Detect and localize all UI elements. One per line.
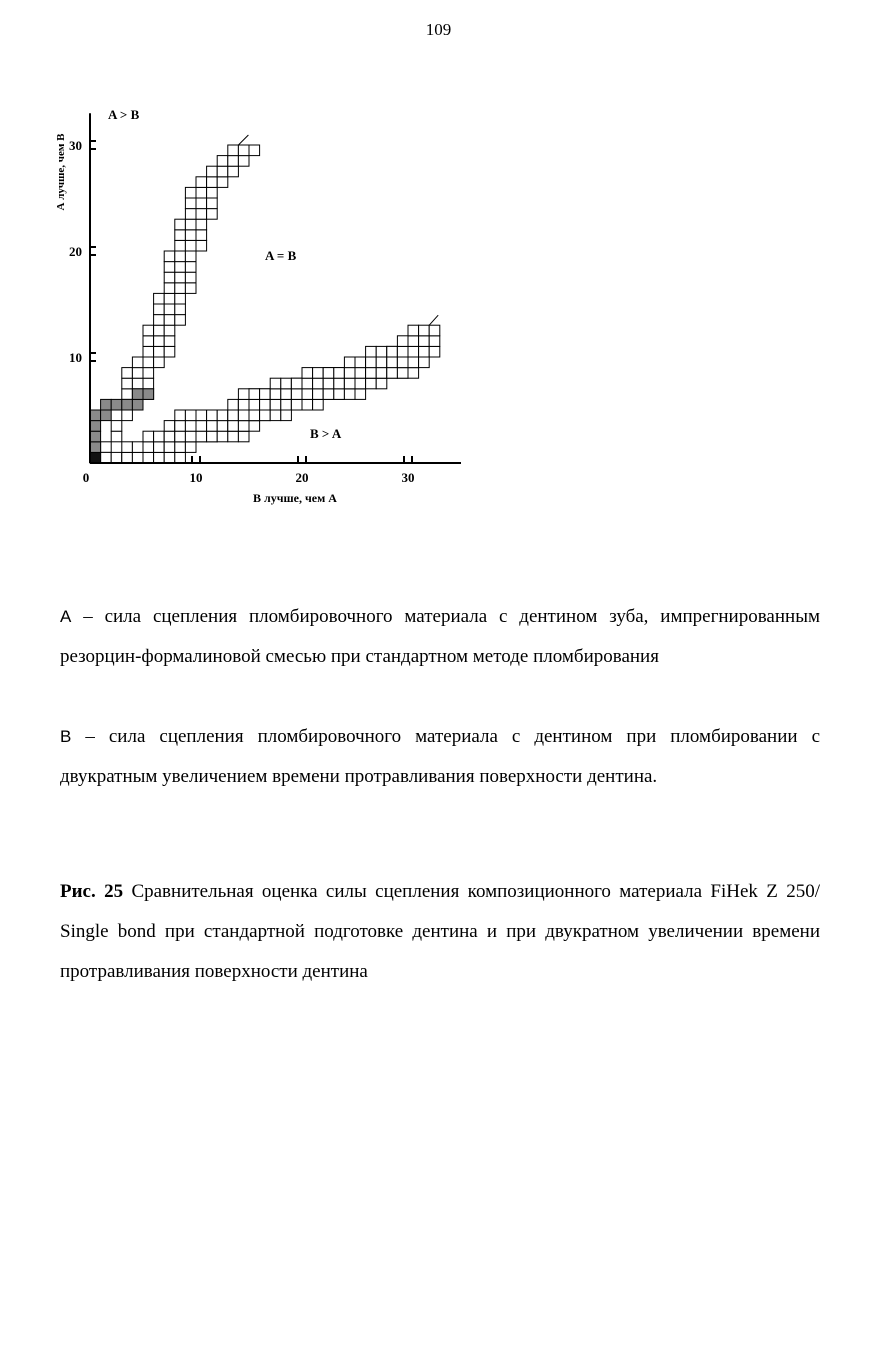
upper-cell <box>164 293 175 304</box>
lower-cell <box>132 442 143 453</box>
lower-cell <box>376 357 387 368</box>
upper-cell <box>143 325 154 336</box>
upper-cell <box>143 378 154 389</box>
upper-cell <box>175 272 186 283</box>
lower-cell <box>281 389 292 400</box>
lower-cell <box>313 399 324 410</box>
annotation-a-greater-b: A > B <box>108 107 140 122</box>
upper-cell <box>175 230 186 241</box>
x-axis-label: В лучше, чем А <box>253 491 337 505</box>
lower-cell <box>207 421 218 432</box>
lower-cell <box>408 357 419 368</box>
lower-cell <box>207 410 218 421</box>
lower-cell <box>408 325 419 336</box>
lower-cell <box>196 421 207 432</box>
lower-cell <box>291 389 302 400</box>
upper-cell <box>175 251 186 262</box>
lower-cell <box>302 399 313 410</box>
lower-cell <box>291 378 302 389</box>
upper-cell <box>196 177 207 188</box>
shaded-cell <box>132 389 143 400</box>
figure-label: Рис. 25 <box>60 881 124 902</box>
x-tick-label: 30 <box>401 470 415 485</box>
lower-cell <box>334 378 345 389</box>
definition-b-text: – сила сцепления пломбировочного материала с дентином при пломбировании с двукратным увеличением времени протравливания поверхности дентина. <box>60 726 820 787</box>
shaded-cell <box>90 452 101 463</box>
lower-cell <box>249 421 260 432</box>
upper-cell <box>154 336 165 347</box>
lower-cell <box>132 452 143 463</box>
lower-cell <box>408 336 419 347</box>
shaded-cell <box>90 442 101 453</box>
upper-cell <box>122 389 133 400</box>
upper-cell <box>207 187 218 198</box>
lower-cell <box>238 399 249 410</box>
upper-cell <box>122 368 133 379</box>
upper-cell <box>185 262 196 273</box>
definition-b <box>60 717 820 797</box>
upper-cell <box>111 431 122 442</box>
y-tick-label: 30 <box>69 138 82 153</box>
upper-cell <box>164 251 175 262</box>
upper-cell <box>185 272 196 283</box>
lower-cell <box>217 410 228 421</box>
lower-cell <box>228 431 239 442</box>
lower-band-continuation <box>429 315 438 325</box>
shaded-cell <box>90 421 101 432</box>
upper-cell <box>175 293 186 304</box>
lower-cell <box>238 410 249 421</box>
upper-cell <box>185 198 196 209</box>
lower-cell <box>185 431 196 442</box>
lower-cell <box>334 389 345 400</box>
lower-cell <box>111 452 122 463</box>
upper-cell <box>175 240 186 251</box>
shaded-cell <box>101 410 112 421</box>
upper-cell <box>185 251 196 262</box>
upper-cell <box>196 230 207 241</box>
upper-cell <box>238 145 249 156</box>
upper-cell <box>164 315 175 326</box>
lower-cell <box>344 368 355 379</box>
lower-cell <box>175 442 186 453</box>
lower-cell <box>122 442 133 453</box>
lower-cell <box>196 431 207 442</box>
lower-cell <box>387 368 398 379</box>
lower-cell <box>376 368 387 379</box>
upper-cell <box>185 209 196 220</box>
upper-cell <box>101 442 112 453</box>
upper-cell <box>207 166 218 177</box>
lower-cell <box>143 442 154 453</box>
lower-cell <box>302 378 313 389</box>
upper-cell <box>249 145 260 156</box>
lower-cell <box>143 452 154 463</box>
upper-cell <box>164 283 175 294</box>
definition-a-letter: А <box>60 607 72 626</box>
upper-cell <box>175 304 186 315</box>
upper-cell <box>196 198 207 209</box>
lower-cell <box>323 389 334 400</box>
x-tick-label: 20 <box>295 470 309 485</box>
lower-cell <box>164 431 175 442</box>
upper-cell <box>185 283 196 294</box>
upper-cell <box>217 177 228 188</box>
lower-cell <box>419 336 430 347</box>
lower-cell <box>260 399 271 410</box>
lower-cell <box>313 368 324 379</box>
upper-cell <box>154 357 165 368</box>
lower-cell <box>249 410 260 421</box>
annotation-a-equals-b: A = B <box>265 248 297 263</box>
lower-cell <box>238 389 249 400</box>
lower-cell <box>217 431 228 442</box>
definition-b-letter: В <box>60 727 72 746</box>
lower-cell <box>355 389 366 400</box>
lower-cell <box>408 346 419 357</box>
lower-cell <box>376 378 387 389</box>
upper-cell <box>154 346 165 357</box>
lower-cell <box>228 410 239 421</box>
shaded-cell <box>90 410 101 421</box>
upper-cell <box>132 368 143 379</box>
shaded-cell <box>90 431 101 442</box>
lower-cell <box>323 368 334 379</box>
upper-cell <box>111 421 122 432</box>
upper-cell <box>143 336 154 347</box>
upper-cell <box>132 357 143 368</box>
upper-cell <box>143 368 154 379</box>
lower-cell <box>249 389 260 400</box>
upper-cell <box>196 209 207 220</box>
lower-cell <box>397 346 408 357</box>
upper-cell <box>228 145 239 156</box>
upper-cell <box>154 293 165 304</box>
lower-cell <box>387 346 398 357</box>
lower-cell <box>249 399 260 410</box>
upper-cell <box>164 304 175 315</box>
lower-cell <box>260 389 271 400</box>
shaded-cell <box>132 399 143 410</box>
upper-cell <box>164 262 175 273</box>
lower-cell <box>419 357 430 368</box>
upper-cell <box>164 325 175 336</box>
lower-cell <box>302 368 313 379</box>
upper-cell <box>228 156 239 167</box>
lower-cell <box>334 368 345 379</box>
lower-cell <box>397 357 408 368</box>
upper-cell <box>196 240 207 251</box>
upper-cell <box>207 209 218 220</box>
lower-cell <box>397 368 408 379</box>
upper-cell <box>175 219 186 230</box>
upper-cell <box>164 346 175 357</box>
upper-cell <box>185 187 196 198</box>
lower-cell <box>270 410 281 421</box>
lower-cell <box>154 442 165 453</box>
lower-cell <box>196 410 207 421</box>
upper-cell <box>122 410 133 421</box>
lower-cell <box>366 346 377 357</box>
y-axis-label: А лучше, чем В <box>55 133 67 211</box>
lower-cell <box>281 399 292 410</box>
sequential-analysis-chart <box>50 100 480 520</box>
lower-cell <box>429 346 440 357</box>
lower-cell <box>260 410 271 421</box>
annotation-b-greater-a: B > A <box>310 426 342 441</box>
lower-cell <box>323 378 334 389</box>
upper-cell <box>154 315 165 326</box>
lower-cell <box>366 357 377 368</box>
upper-cell <box>175 283 186 294</box>
lower-cell <box>270 378 281 389</box>
upper-cell <box>228 166 239 177</box>
lower-cell <box>408 368 419 379</box>
lower-cell <box>217 421 228 432</box>
lower-cell <box>175 431 186 442</box>
lower-cell <box>154 452 165 463</box>
upper-cell <box>175 262 186 273</box>
caption-text: Сравнительная оценка силы сцепления композиционного материала FiHek Z 250/ Single bond при стандартной подготовке дентина и при двукратном увеличении времени протравливания поверхности дентина <box>60 881 820 982</box>
lower-cell <box>344 357 355 368</box>
page-number: 109 <box>425 20 452 39</box>
lower-cell <box>429 336 440 347</box>
y-tick-label: 20 <box>69 244 82 259</box>
lower-cell <box>238 421 249 432</box>
shaded-cell <box>143 389 154 400</box>
lower-cell <box>175 410 186 421</box>
upper-cell <box>207 198 218 209</box>
shaded-cell <box>122 399 133 410</box>
lower-cell <box>313 389 324 400</box>
upper-cell <box>143 346 154 357</box>
upper-cell <box>122 378 133 389</box>
lower-cell <box>175 421 186 432</box>
lower-cell <box>175 452 186 463</box>
lower-cell <box>376 346 387 357</box>
upper-cell <box>196 219 207 230</box>
lower-cell <box>429 325 440 336</box>
lower-cell <box>366 368 377 379</box>
lower-cell <box>228 421 239 432</box>
lower-cell <box>154 431 165 442</box>
upper-cell <box>185 230 196 241</box>
lower-cell <box>387 357 398 368</box>
y-tick-label: 10 <box>69 350 82 365</box>
upper-cell <box>154 325 165 336</box>
lower-cell <box>281 378 292 389</box>
upper-cell <box>164 336 175 347</box>
lower-cell <box>238 431 249 442</box>
upper-cell <box>196 187 207 198</box>
shaded-cell <box>101 399 112 410</box>
definition-a <box>60 597 820 677</box>
upper-band-continuation <box>238 135 248 145</box>
lower-cell <box>185 442 196 453</box>
lower-cell <box>281 410 292 421</box>
lower-cell <box>366 378 377 389</box>
upper-cell <box>238 156 249 167</box>
figure-caption <box>60 872 820 992</box>
lower-cell <box>419 346 430 357</box>
lower-cell <box>101 452 112 463</box>
lower-cell <box>122 452 133 463</box>
upper-cell <box>217 156 228 167</box>
lower-cell <box>270 399 281 410</box>
lower-cell <box>397 336 408 347</box>
upper-cell <box>154 304 165 315</box>
lower-cell <box>344 389 355 400</box>
upper-cell <box>207 177 218 188</box>
upper-cell <box>185 219 196 230</box>
lower-cell <box>270 389 281 400</box>
lower-cell <box>164 442 175 453</box>
lower-cell <box>185 421 196 432</box>
x-tick-label: 10 <box>189 470 203 485</box>
x-tick-label: 0 <box>82 470 90 485</box>
lower-cell <box>344 378 355 389</box>
shaded-cell <box>111 399 122 410</box>
upper-cell <box>185 240 196 251</box>
lower-cell <box>302 389 313 400</box>
lower-cell <box>228 399 239 410</box>
definition-a-text: – сила сцепления пломбировочного материала с дентином зуба, импрегнированным резорцин-формалиновой смесью при стандартном методе пломбирования <box>60 606 820 667</box>
lower-cell <box>355 357 366 368</box>
lower-cell <box>313 378 324 389</box>
lower-cell <box>143 431 154 442</box>
lower-cell <box>207 431 218 442</box>
upper-cell <box>143 357 154 368</box>
lower-cell <box>419 325 430 336</box>
upper-cell <box>132 378 143 389</box>
lower-cell <box>291 399 302 410</box>
upper-cell <box>175 315 186 326</box>
lower-cell <box>164 452 175 463</box>
lower-cell <box>164 421 175 432</box>
upper-cell <box>217 166 228 177</box>
upper-cell <box>164 272 175 283</box>
lower-cell <box>355 378 366 389</box>
lower-cell <box>355 368 366 379</box>
lower-cell <box>185 410 196 421</box>
